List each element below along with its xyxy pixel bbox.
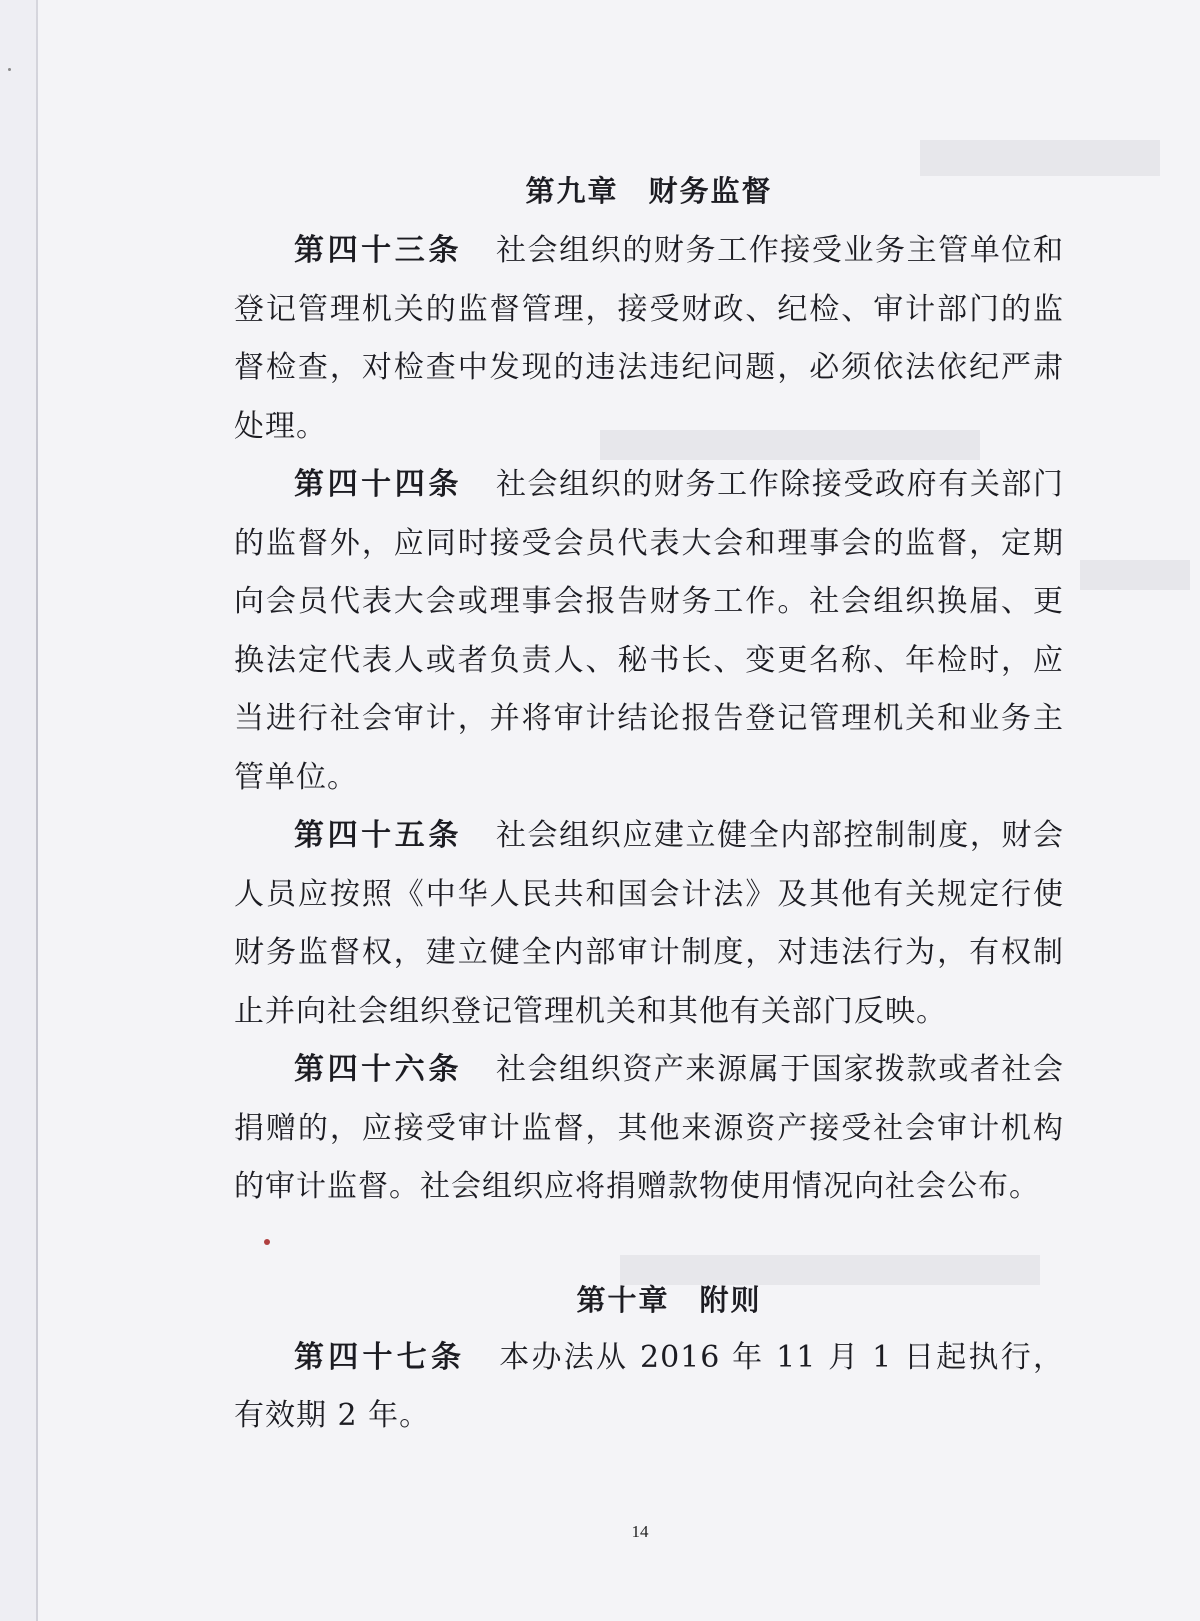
page-number: 14 (631, 1522, 649, 1541)
chapter-ten-title (234, 1279, 1064, 1321)
article-47-text: 本办法从 2016 年 11 月 1 日起执行，有效期 2 年。 (234, 1339, 1064, 1433)
scan-speck (8, 68, 11, 71)
article-44-text: 社会组织的财务工作除接受政府有关部门的监督外，应同时接受会员代表大会和理事会的监督，定期向会员代表大会或理事会报告财务工作。社会组织换届、更换法定代表人或者负责人、秘书长、变更名称、年检时，应当进行社会审计，并将审计结论报告登记管理机关和业务主管单位。 (234, 467, 1065, 795)
chapter-nine-name: 财务监督 (648, 174, 773, 208)
page-left-margin (0, 0, 36, 1621)
page-fold-line (36, 0, 38, 1621)
article-46 (234, 1041, 1064, 1217)
article-43-text: 社会组织的财务工作接受业务主管单位和登记管理机关的监督管理，接受财政、纪检、审计部门的监督检查，对检查中发现的违法违纪问题，必须依法依纪严肃处理。 (234, 233, 1065, 444)
article-43-head: 第四十三条 (294, 233, 462, 268)
show-through-smudge (1080, 560, 1190, 590)
article-44 (234, 456, 1064, 807)
article-43 (234, 222, 1064, 456)
chapter-ten-name: 附则 (699, 1282, 762, 1317)
document-body (234, 170, 1064, 1446)
article-45 (234, 807, 1064, 1041)
chapter-nine-title (234, 170, 1064, 212)
chapter-nine-number: 第九章 (525, 174, 619, 208)
chapter-ten-number: 第十章 (576, 1282, 670, 1317)
article-44-head: 第四十四条 (294, 467, 462, 502)
article-46-head: 第四十六条 (294, 1052, 462, 1087)
article-45-head: 第四十五条 (294, 818, 462, 853)
article-47-head: 第四十七条 (294, 1339, 466, 1375)
article-46-text: 社会组织资产来源属于国家拨款或者社会捐赠的，应接受审计监督，其他来源资产接受社会审计机构的审计监督。社会组织应将捐赠款物使用情况向社会公布。 (234, 1052, 1065, 1204)
article-47 (234, 1329, 1064, 1446)
article-45-text: 社会组织应建立健全内部控制制度，财会人员应按照《中华人民共和国会计法》及其他有关规定行使财务监督权，建立健全内部审计制度，对违法行为，有权制止并向社会组织登记管理机关和其他有关部门反映。 (234, 818, 1065, 1029)
